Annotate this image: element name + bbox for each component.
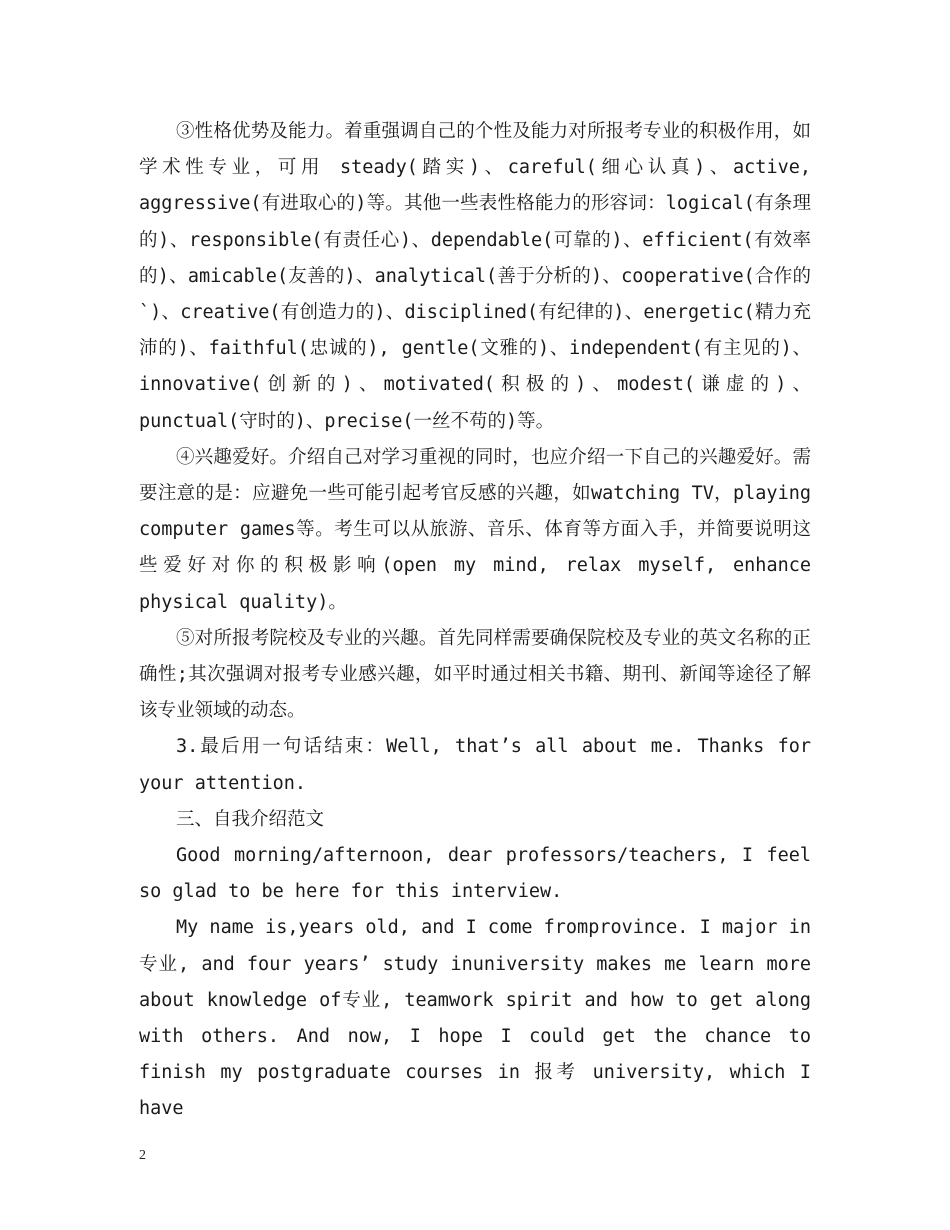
section-heading: 三、自我介绍范文 — [176, 808, 325, 830]
page-number: 2 — [139, 1148, 146, 1163]
paragraph-hobbies: ④兴趣爱好。介绍自己对学习重视的同时，也应介绍一下自己的兴趣爱好。需要注意的是：应避免一些可能引起考官反感的兴趣，如watching TV，playing computer games等。考生可以从旅游、音乐、体育等方面入手，并简要说明这些爱好对你的积极影响(open my mind, relax myself, enhance physical quality)。 — [139, 446, 811, 613]
paragraph-personality: ③性格优势及能力。着重强调自己的个性及能力对所报考专业的积极作用，如学术性专业，可用 steady(踏实)、careful(细心认真)、active, aggressive(有进取心的)等。其他一些表性格能力的形容词：logical(有条理的)、responsible(有责任心)、dependable(可靠的)、efficient(有效率的)、amicable(友善的)、analytical(善于分析的)、cooperative(合作的`)、creative(有创造力的)、disciplined(有纪律的)、energetic(精力充沛的)、faithful(忠诚的), gentle(文雅的)、independent(有主见的)、innovative(创新的)、motivated(积极的)、modest(谦虚的)、punctual(守时的)、precise(一丝不苟的)等。 — [139, 121, 811, 432]
paragraph-greeting: Good morning/afternoon, dear professors/teachers, I feel so glad to be here for this interview. — [139, 845, 811, 903]
paragraph-interest-in-program: ⑤对所报考院校及专业的兴趣。首先同样需要确保院校及专业的英文名称的正确性;其次强调对报考专业感兴趣，如平时通过相关书籍、期刊、新闻等途径了解该专业领域的动态。 — [139, 627, 811, 722]
paragraph-closing: 3.最后用一句话结束：Well, that’s all about me. Thanks for your attention. — [139, 736, 811, 794]
page-body — [139, 114, 811, 1128]
paragraph-introduction: My name is,years old, and I come fromprovince. I major in 专业, and four years’ study inuniversity makes me learn more about knowledge of专业, teamwork spirit and how to get along with others. And now, I hope I could get the chance to finish my postgraduate courses in 报考 university, which I have — [139, 917, 811, 1120]
